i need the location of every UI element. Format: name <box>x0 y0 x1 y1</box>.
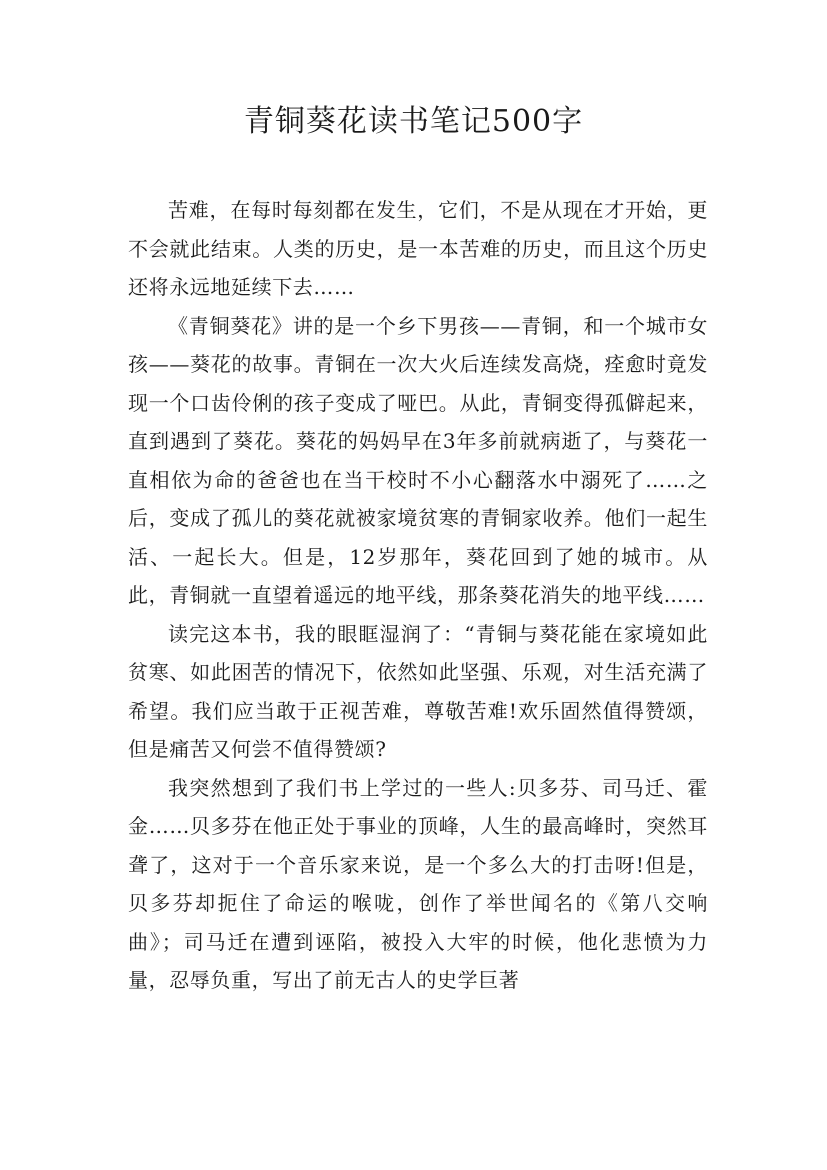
paragraph-2: 《青铜葵花》讲的是一个乡下男孩——青铜，和一个城市女孩——葵花的故事。青铜在一次大火后连续发高烧，痊愈时竟发现一个口齿伶俐的孩子变成了哑巴。从此，青铜变得孤僻起来，直到遇到了葵花。葵花的妈妈早在3年多前就病逝了，与葵花一直相依为命的爸爸也在当干校时不小心翻落水中溺死了……之后，变成了孤儿的葵花就被家境贫寒的青铜家收养。他们一起生活、一起长大。但是，12岁那年，葵花回到了她的城市。从此，青铜就一直望着遥远的地平线，那条葵花消失的地平线…… <box>128 313 708 607</box>
document-body <box>128 191 708 1000</box>
document-title: 青铜葵花读书笔记500字 <box>243 104 584 139</box>
paragraph-4: 我突然想到了我们书上学过的一些人:贝多芬、司马迁、霍金……贝多芬在他正处于事业的顶峰，人生的最高峰时，突然耳聋了，这对于一个音乐家来说，是一个多么大的打击呀!但是，贝多芬却扼住了命运的喉咙，创作了举世闻名的《第八交响曲》；司马迁在遭到诬陷，被投入大牢的时候，他化悲愤为力量，忍辱负重，写出了前无古人的史学巨著 <box>128 775 708 992</box>
paragraph-3: 读完这本书，我的眼眶湿润了：“青铜与葵花能在家境如此贫寒、如此困苦的情况下，依然如此坚强、乐观，对生活充满了希望。我们应当敢于正视苦难，尊敬苦难!欢乐固然值得赞颂，但是痛苦又何尝不值得赞颂? <box>128 621 708 761</box>
paragraph-1: 苦难，在每时每刻都在发生，它们，不是从现在才开始，更不会就此结束。人类的历史，是一本苦难的历史，而且这个历史还将永远地延续下去…… <box>128 198 708 299</box>
